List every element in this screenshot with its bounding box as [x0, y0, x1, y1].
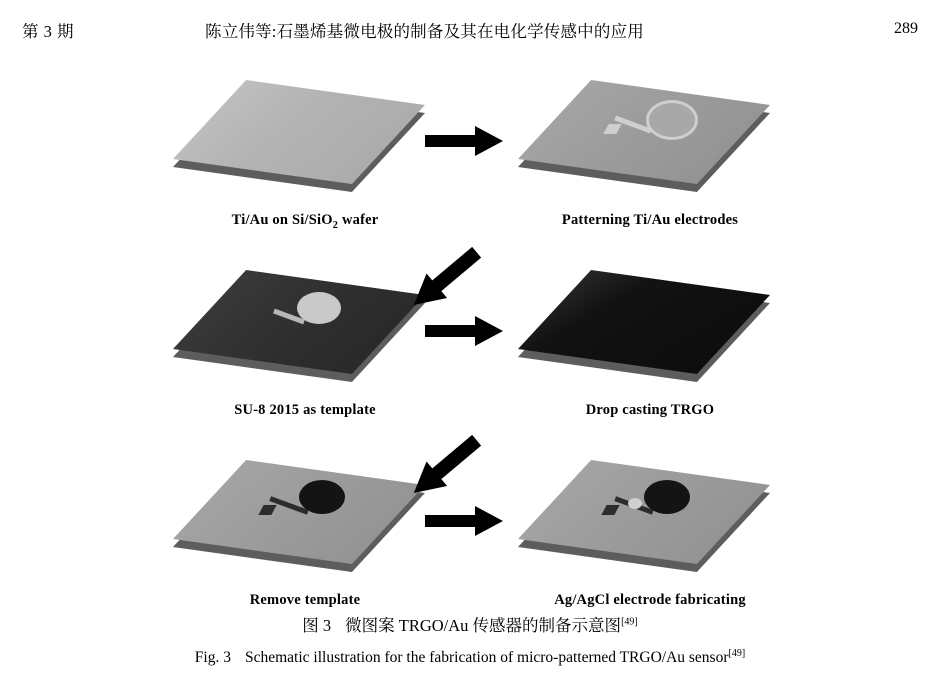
- panel-2-artwork: [500, 72, 800, 212]
- figure-3-graphic: [0, 72, 940, 608]
- figure-caption-chinese-ref: [49]: [621, 616, 638, 628]
- panel-4-caption: Drop casting TRGO: [585, 402, 715, 418]
- electrode-pad-icon: [603, 124, 621, 134]
- running-title: 陈立伟等:石墨烯基微电极的制备及其在电化学传感中的应用: [205, 22, 644, 41]
- panel-4-artwork: [500, 262, 800, 402]
- panel-5-caption: Remove template: [249, 592, 361, 608]
- figure-caption-chinese-text: 微图案 TRGO/Au 传感器的制备示意图: [345, 616, 622, 635]
- figure-caption-english-text: Schematic illustration for the fabrication of micro-patterned TRGO/Au sensor: [244, 649, 729, 667]
- running-head: [0, 18, 940, 46]
- ag-agcl-dot-icon: [628, 498, 642, 509]
- figure-caption-english-label: Fig. 3: [194, 649, 231, 667]
- arrow-down-left-1-icon: [400, 232, 492, 324]
- figure-panel-1: [155, 72, 455, 247]
- issue-label: 第 3 期: [22, 22, 74, 41]
- ag-agcl-pad-icon: [601, 505, 619, 515]
- figure-panel-4: [500, 262, 800, 437]
- panel-2-caption: Patterning Ti/Au electrodes: [561, 212, 739, 228]
- figure-caption-chinese: [0, 612, 940, 636]
- figure-panel-2: [500, 72, 800, 247]
- arrow-right-1-icon: [425, 124, 503, 158]
- electrode-ring-icon: [646, 100, 698, 140]
- panel-3-caption: SU-8 2015 as template: [234, 402, 376, 418]
- figure-caption-english: [0, 648, 940, 667]
- arrow-down-left-2-icon: [400, 420, 492, 512]
- panel-1-caption: Ti/Au on Si/SiO$_2$ wafer: [231, 212, 379, 231]
- figure-caption-chinese-label: 图 3: [302, 616, 332, 635]
- electrode-pad-icon: [258, 505, 276, 515]
- arrow-right-2-icon: [425, 314, 503, 348]
- panel-6-caption: Ag/AgCl electrode fabricating: [554, 592, 746, 608]
- panel-1-artwork: [155, 72, 455, 212]
- page-number: 289: [894, 20, 918, 37]
- figure-caption-english-ref: [49]: [728, 648, 746, 659]
- figure-panel-6: [500, 452, 800, 627]
- arrow-right-3-icon: [425, 504, 503, 538]
- panel-6-artwork: [500, 452, 800, 592]
